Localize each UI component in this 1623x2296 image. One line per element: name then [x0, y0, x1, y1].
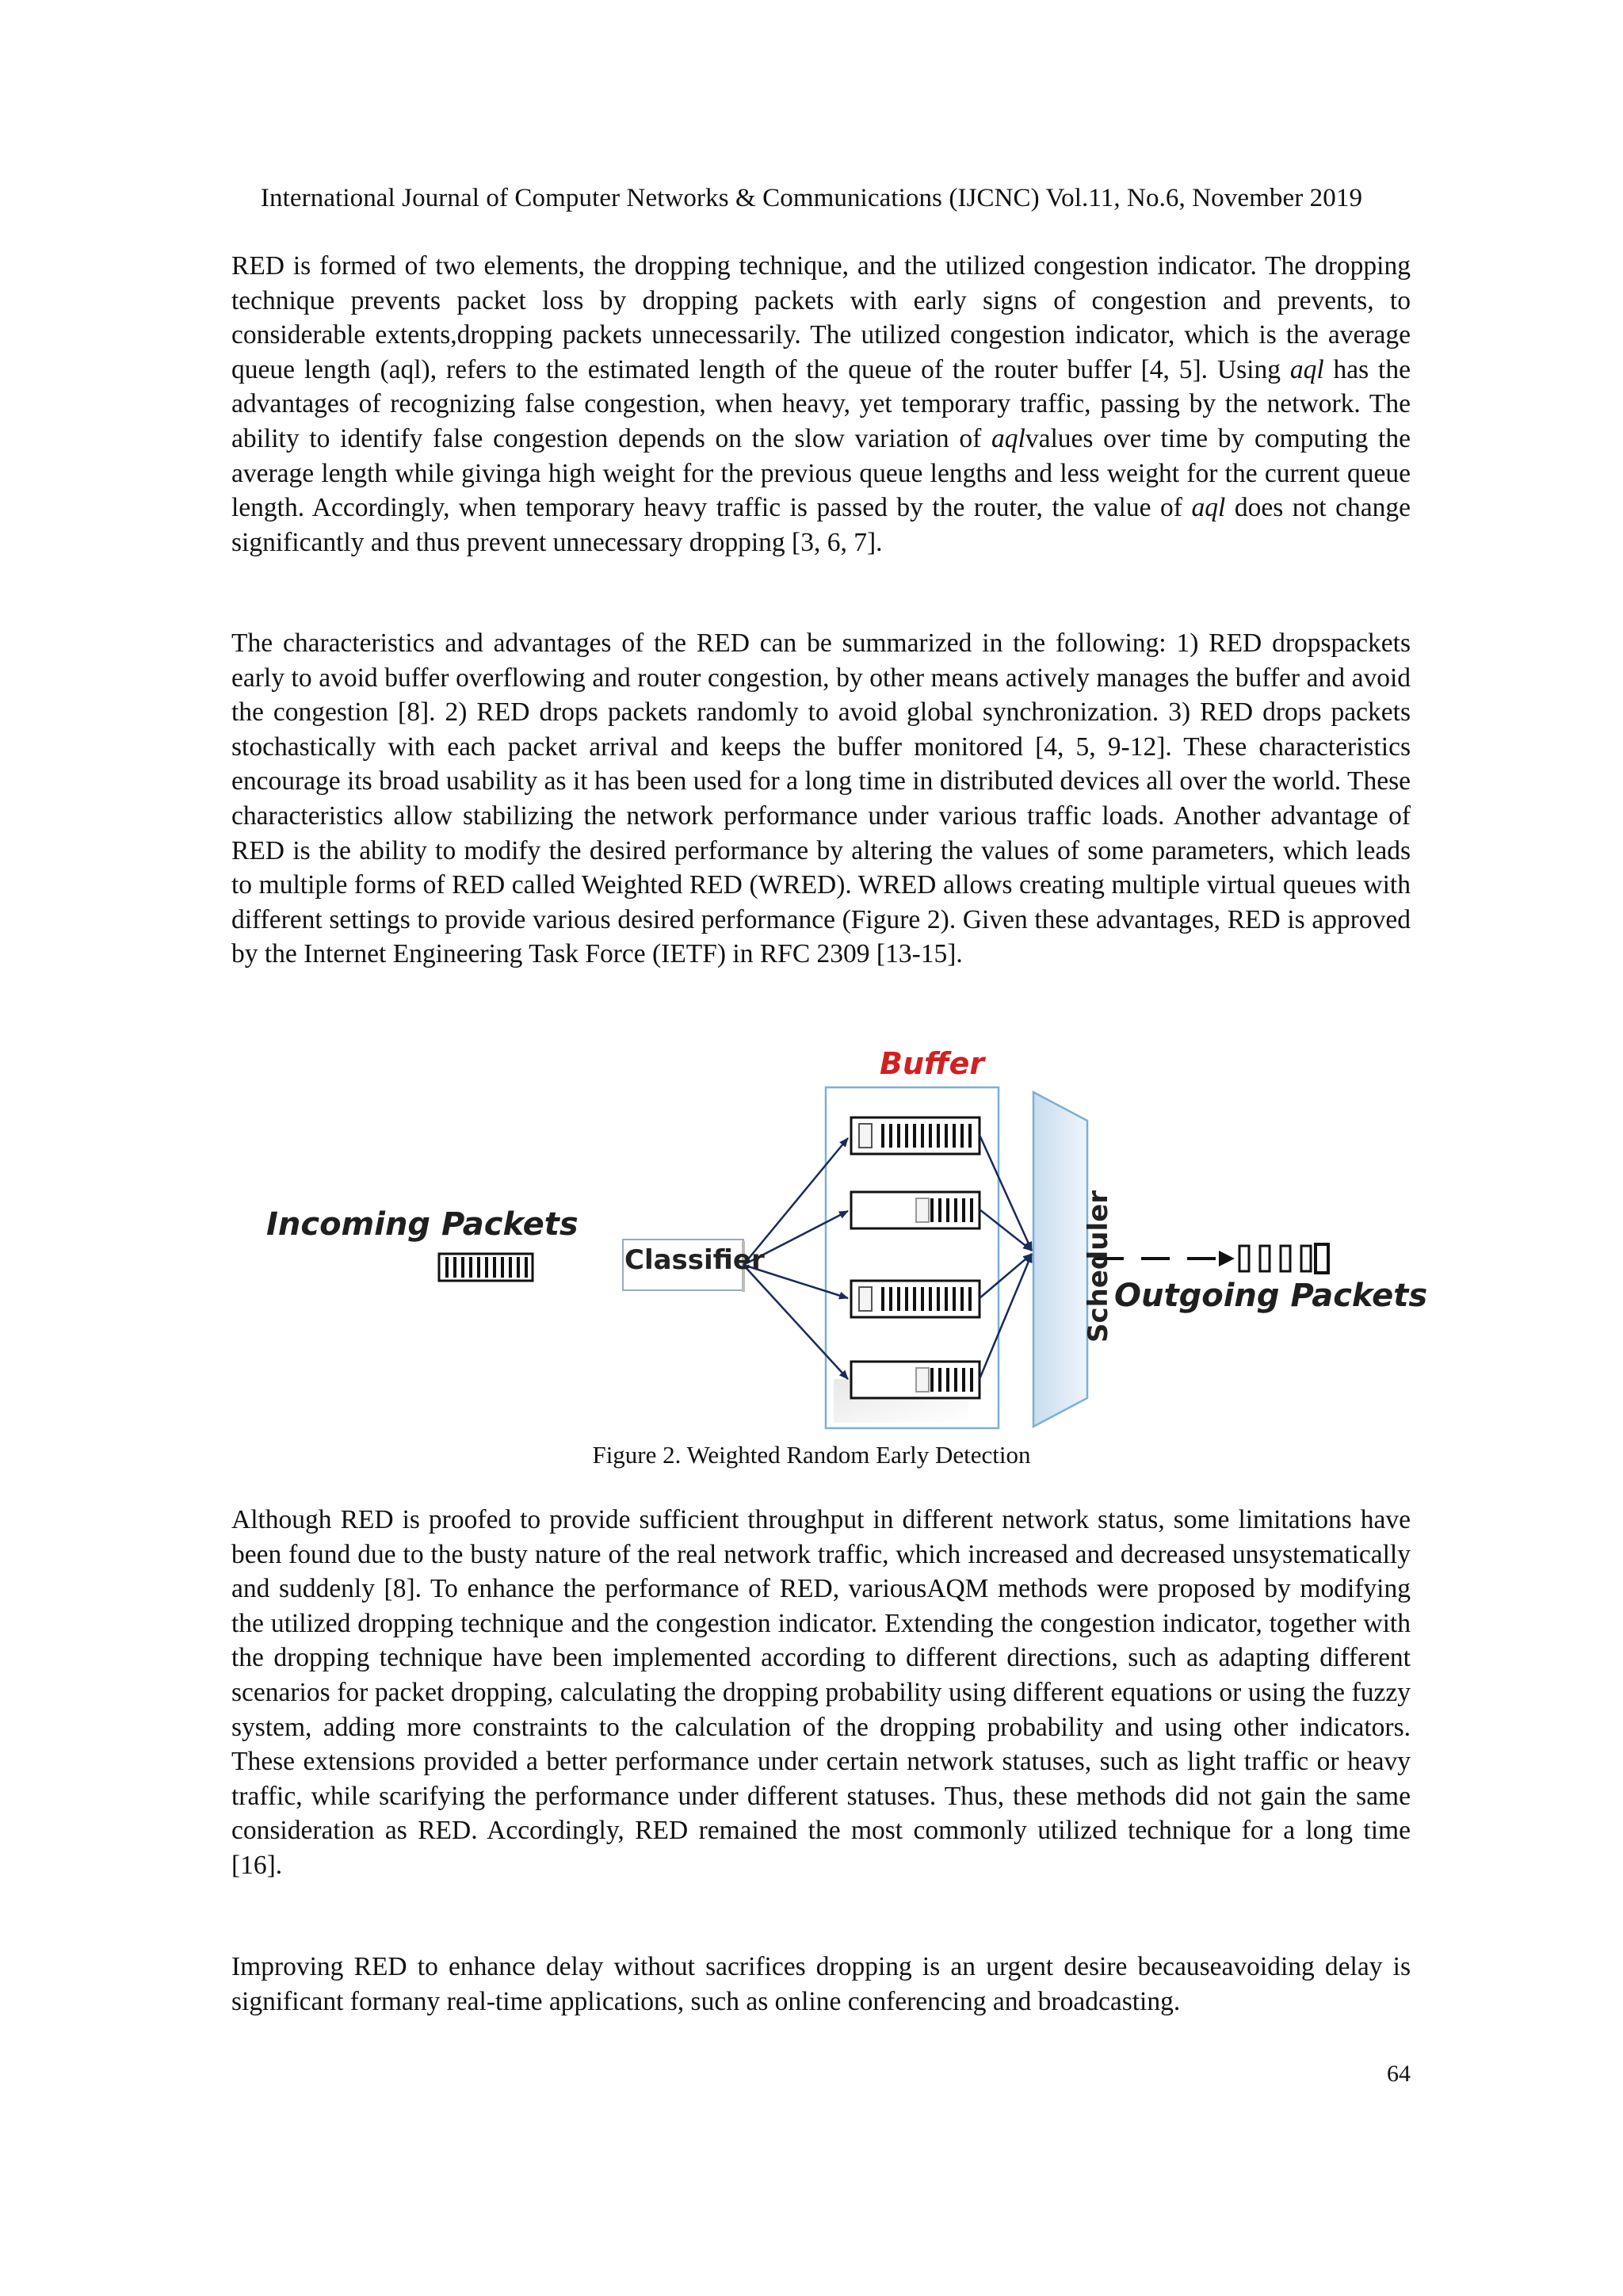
classifier-label: Classifier [624, 1244, 765, 1276]
paragraph-red-characteristics: The characteristics and advantages of the RED can be summarized in the following: 1) RED dropspackets early to avoid buffer overflowing and router congestion, by other means actively manages the buffer and avoid the congestion [8]. 2) RED drops packets randomly to avoid global synchronization. 3) RED drops packets stochastically with each packet arrival and keeps the buffer monitored [4, 5, 9-12]. These characteristics encourage its broad usability as it has been used for a long time in distributed devices all over the world. These characteristics allow stabilizing the network performance under various traffic loads. Another advantage of RED is the ability to modify the desired performance by altering the values of some parameters, which leads to multiple forms of RED called Weighted RED (WRED). WRED allows creating multiple virtual queues with different settings to provide various desired performance (Figure 2). Given these advantages, RED is approved by the Internet Engineering Task Force (IETF) in RFC 2309 [13-15]. [231, 628, 1411, 969]
scheduler-arrows [980, 1135, 1032, 1379]
scheduler-shape [1033, 1092, 1087, 1427]
page-number: 64 [1387, 2061, 1411, 2087]
incoming-packets-label: Incoming Packets [266, 1206, 579, 1243]
wred-figure [231, 1046, 1428, 1458]
paragraph-text: RED is formed of two elements, the dropping technique, and the utilized congestion indicator. The dropping technique prevents packet loss by dropping packets with early signs of congestion and prevents, to considerable extents,dropping packets unnecessarily. The utilized congestion indicator, which is the average queue length (aql), refers to the estimated length of the queue of the router buffer [4, 5]. Using [231, 251, 1411, 384]
paragraph-red-elements [231, 249, 1411, 560]
queue-2 [851, 1192, 980, 1228]
paragraph-text: values over time by computing the average length while givinga high weight for the previous queue lengths and less weight for the current queue length. Accordingly, when temporary heavy traffic is passed by the router, the value of [231, 423, 1411, 523]
paragraph-text: has the advantages of recognizing false congestion, when heavy, yet temporary traffic, passing by the network. The ability to identify false congestion depends on the slow variation of [231, 354, 1411, 453]
outgoing-packets-icon [1239, 1244, 1328, 1273]
queue-1 [851, 1117, 980, 1154]
aql-term: aql [1289, 354, 1324, 384]
wred-diagram [231, 1046, 1411, 1458]
paragraph-text: does not change significantly and thus prevent unnecessary dropping [3, 6, 7]. [231, 493, 1411, 557]
aql-term: aql [1191, 493, 1226, 523]
paragraph-red-limitations: Although RED is proofed to provide sufficient throughput in different network status, some limitations have been found due to the busty nature of the real network traffic, which increased and decreased unsystematically and suddenly [8]. To enhance the performance of RED, variousAQM methods were proposed by modifying the utilized dropping technique and the congestion indicator. Extending the congestion indicator, together with the dropping technique have been implemented according to different directions, such as adapting different scenarios for packet dropping, calculating the dropping probability using different equations or using the fuzzy system, adding more constraints to the calculation of the dropping probability and using other indicators. These extensions provided a better performance under certain network statuses, such as light traffic or heavy traffic, while scarifying the performance under different statuses. Thus, these methods did not gain the same consideration as RED. Accordingly, RED remained the most commonly utilized technique for a long time [16]. [231, 1505, 1411, 1880]
paragraph-improving-red: Improving RED to enhance delay without sacrifices dropping is an urgent desire becauseavoiding delay is significant formany real-time applications, such as online conferencing and broadcasting. [231, 1952, 1411, 2016]
outgoing-arrow [1095, 1251, 1235, 1266]
incoming-packets-icon [439, 1254, 533, 1281]
queue-3 [851, 1281, 980, 1317]
figure-caption: Figure 2. Weighted Random Early Detection [592, 1441, 1031, 1469]
scheduler-label: Scheduler [1083, 1190, 1114, 1343]
running-header: International Journal of Computer Networks & Communications (IJCNC) Vol.11, No.6, November 2019 [260, 184, 1363, 212]
buffer-label: Buffer [880, 1046, 985, 1081]
aql-term: aql [991, 423, 1025, 453]
outgoing-packets-label: Outgoing Packets [1114, 1278, 1428, 1314]
queue-4 [851, 1362, 980, 1398]
